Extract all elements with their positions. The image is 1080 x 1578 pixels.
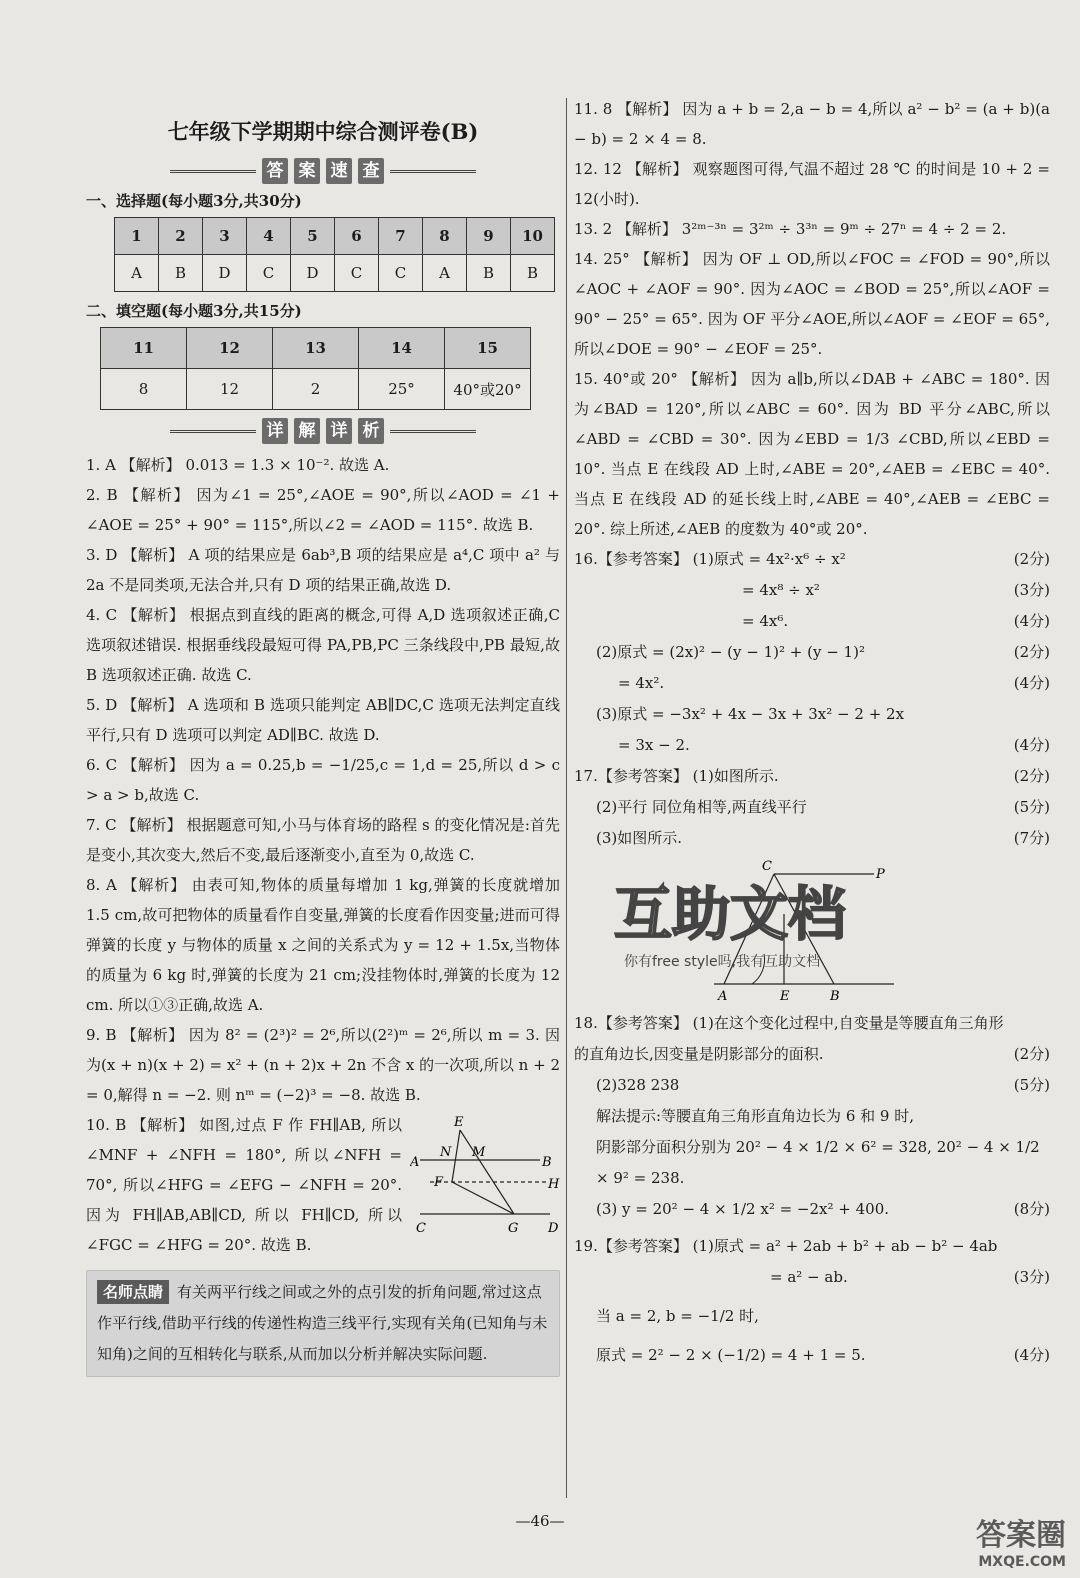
explanation-10: 10. B 【解析】 如图,过点 F 作 FH∥AB, 所以∠MNF + ∠NFH = 180°, 所以∠NFH = 70°, 所以∠HFG = ∠EFG − ∠NFH = 20°. 因为 FH∥AB,AB∥CD, 所以 FH∥CD, 所以∠FGC = ∠HFG = 20°. 故选 B. [86, 1116, 402, 1254]
question-number-cell: 15 [445, 328, 531, 369]
answer-text: = 4x⁶. [742, 612, 789, 630]
fig10-label: E [454, 1115, 464, 1130]
score: (2分) [1013, 1045, 1050, 1063]
answer-18 [574, 1008, 1050, 1225]
left-explanations [86, 450, 560, 1260]
answer-cell: C [247, 255, 291, 292]
banner-char: 查 [358, 158, 384, 184]
corner-watermark [976, 1510, 1066, 1570]
question-number-cell: 13 [273, 328, 359, 369]
teacher-tip-box [86, 1270, 560, 1377]
answer-cell: A [115, 255, 159, 292]
answer-quick-check-banner [86, 158, 560, 184]
explanation-8: 8. A 【解析】 由表可知,物体的质量每增加 1 kg,弹簧的长度就增加 1.5 cm,故可把物体的质量看作自变量,弹簧的长度看作因变量;进而可得弹簧的长度 y 与物体的质量 x 之间的关系式为 y = 12 + 1.5x,当物体的质量为 6 kg 时,弹簧的长度为 21 cm;没挂物体时,弹簧的长度为 12 cm. 所以①③正确,故选 A. [86, 876, 560, 1014]
score: (4分) [1013, 674, 1050, 692]
answer-text: 16.【参考答案】 (1)原式 = 4x²·x⁶ ÷ x² [574, 550, 846, 568]
score: (2分) [1013, 767, 1050, 785]
score: (7分) [1013, 829, 1050, 847]
question-number-cell: 6 [335, 218, 379, 255]
teacher-tip-text: 有关两平行线之间或之外的点引发的折角问题,常过这点作平行线,借助平行线的传递性构造三线平行,实现有关角(已知角与未知角)之间的互相转化与联系,从而加以分析并解决实际问题. [97, 1283, 548, 1363]
question-number-cell: 8 [423, 218, 467, 255]
left-column [86, 94, 560, 1377]
fig17-label: C [762, 859, 772, 874]
watermark-subtitle: 你有free style吗,我有互助文档 [624, 954, 821, 970]
answer-text: 原式 = 2² − 2 × (−1/2) = 4 + 1 = 5. [596, 1346, 866, 1364]
column-divider [566, 98, 567, 1498]
banner-char: 答 [262, 158, 288, 184]
score: (4分) [1013, 1346, 1050, 1364]
answer-17 [574, 761, 1050, 854]
answer-text: 当 a = 2, b = −1/2 时, [596, 1307, 759, 1325]
answer-cell: B [511, 255, 555, 292]
answer-text: (3)如图所示. [596, 829, 683, 847]
fig10-label: G [508, 1221, 519, 1236]
choice-answer-table [114, 217, 555, 292]
answer-text: 18.【参考答案】 (1)在这个变化过程中,自变量是等腰直角三角形的直角边长,因变量是阴影部分的面积. [574, 1014, 1004, 1063]
explanation-13: 13. 2 【解析】 3²ᵐ⁻³ⁿ = 3²ᵐ ÷ 3³ⁿ = 9ᵐ ÷ 27ⁿ = 4 ÷ 2 = 2. [574, 220, 1007, 238]
score: (4分) [1013, 736, 1050, 754]
score: (5分) [1013, 1076, 1050, 1094]
fig17-label: P [876, 867, 885, 882]
answer-16 [574, 544, 1050, 761]
answer-cell: 8 [101, 369, 187, 410]
question-number-cell: 9 [467, 218, 511, 255]
section-fill-heading: 二、填空题(每小题3分,共15分) [86, 302, 302, 320]
score: (8分) [1013, 1200, 1050, 1218]
fill-answer-table [100, 327, 531, 410]
answer-cell: D [291, 255, 335, 292]
explanation-14: 14. 25° 【解析】 因为 OF ⊥ OD,所以∠FOC = ∠FOD = 90°,所以∠AOC + ∠AOF = 90°. 因为∠AOC = ∠BOD = 25°,所以∠AOF = 90° − 25° = 65°. 因为 OF 平分∠AOE,所以∠AOF = ∠EOF = 65°,所以∠DOE = 90° − ∠EOF = 25°. [574, 250, 1050, 358]
fig10-label: C [416, 1221, 426, 1236]
corner-watermark-text: 答案圈 [976, 1518, 1066, 1553]
question-number-cell: 7 [379, 218, 423, 255]
banner-char: 解 [294, 418, 320, 444]
answer-cell: D [203, 255, 247, 292]
detailed-explanation-banner [86, 418, 560, 444]
explanation-7: 7. C 【解析】 根据题意可知,小马与体育场的路程 s 的变化情况是:首先是变小,其次变大,然后不变,最后逐渐变小,直至为 0,故选 C. [86, 816, 560, 864]
banner-char: 案 [294, 158, 320, 184]
answer-cell: C [379, 255, 423, 292]
fig17-label: E [780, 989, 790, 1004]
answer-text: = 3x − 2. [618, 736, 690, 754]
answer-cell: B [159, 255, 203, 292]
fig10-label: B [542, 1155, 552, 1170]
answer-text: (2)328 238 [596, 1076, 680, 1094]
corner-watermark-url: MXQE.COM [978, 1554, 1066, 1570]
answer-19 [574, 1231, 1050, 1371]
score: (4分) [1013, 612, 1050, 630]
answer-text: = a² − ab. [770, 1268, 848, 1286]
answer-text: (2)平行 同位角相等,两直线平行 [596, 798, 807, 816]
banner-char: 析 [358, 418, 384, 444]
page-title: 七年级下学期期中综合测评卷(B) [167, 119, 479, 144]
question-number-cell: 12 [187, 328, 273, 369]
explanation-4: 4. C 【解析】 根据点到直线的距离的概念,可得 A,D 选项叙述正确,C 选项叙述错误. 根据垂线段最短可得 PA,PB,PC 三条线段中,PB 最短,故 B 选项叙述正确. 故选 C. [86, 606, 560, 684]
answer-text: (3) y = 20² − 4 × 1/2 x² = −2x² + 400. [596, 1200, 890, 1218]
right-column [574, 94, 1050, 1371]
answer-text: 解法提示:等腰直角三角形直角边长为 6 和 9 时, [596, 1107, 914, 1125]
explanation-3: 3. D 【解析】 A 项的结果应是 6ab³,B 项的结果应是 a⁴,C 项中 a² 与 2a 不是同类项,无法合并,只有 D 项的结果正确,故选 D. [86, 546, 560, 594]
score: (2分) [1013, 643, 1050, 661]
question-number-cell: 11 [101, 328, 187, 369]
banner-char: 详 [262, 418, 288, 444]
score: (2分) [1013, 550, 1050, 568]
score: (5分) [1013, 798, 1050, 816]
answer-text: 17.【参考答案】 (1)如图所示. [574, 767, 779, 785]
answer-text: 阴影部分面积分别为 20² − 4 × 1/2 × 6² = 328, 20² − 4 × 1/2 × 9² = 238. [596, 1138, 1040, 1187]
fig17-label: B [830, 989, 840, 1004]
answer-cell: 2 [273, 369, 359, 410]
question-number-cell: 2 [159, 218, 203, 255]
answer-cell: 12 [187, 369, 273, 410]
answer-cell: B [467, 255, 511, 292]
score: (3分) [1013, 1268, 1050, 1286]
question-number-cell: 1 [115, 218, 159, 255]
banner-char: 速 [326, 158, 352, 184]
explanation-2: 2. B 【解析】 因为∠1 = 25°,∠AOE = 90°,所以∠AOD = ∠1 + ∠AOE = 25° + 90° = 115°,所以∠2 = ∠AOD = 115°. 故选 B. [86, 486, 560, 534]
answer-cell: 25° [359, 369, 445, 410]
question-number-cell: 4 [247, 218, 291, 255]
question-number-cell: 3 [203, 218, 247, 255]
figure-17 [574, 854, 1050, 1004]
fig10-label: N [440, 1145, 452, 1160]
fig10-label: M [472, 1145, 486, 1160]
answer-text: (2)原式 = (2x)² − (y − 1)² + (y − 1)² [596, 643, 865, 661]
answer-text: (3)原式 = −3x² + 4x − 3x + 3x² − 2 + 2x [596, 705, 905, 723]
fig10-label: H [548, 1177, 560, 1192]
explanation-5: 5. D 【解析】 A 选项和 B 选项只能判定 AB∥DC,C 选项无法判定直线平行,只有 D 选项可以判定 AD∥BC. 故选 D. [86, 696, 560, 744]
teacher-tip-label: 名师点睛 [97, 1280, 169, 1304]
section-choice-heading: 一、选择题(每小题3分,共30分) [86, 192, 302, 210]
explanation-1: 1. A 【解析】 0.013 = 1.3 × 10⁻². 故选 A. [86, 456, 390, 474]
banner-char: 详 [326, 418, 352, 444]
watermark-logo: 互助文档 [614, 880, 847, 948]
question-number-cell: 5 [291, 218, 335, 255]
answer-cell: 40°或20° [445, 369, 531, 410]
explanation-9: 9. B 【解析】 因为 8² = (2³)² = 2⁶,所以(2²)ᵐ = 2⁶,所以 m = 3. 因为(x + n)(x + 2) = x² + (n + 2)x + 2n 不含 x 的一次项,所以 n + 2 = 0,解得 n = −2. 则 nᵐ = (−2)³ = −8. 故选 B. [86, 1026, 560, 1104]
fig17-label: A [718, 989, 728, 1004]
fig10-label: D [548, 1221, 559, 1236]
answer-text: = 4x². [618, 674, 665, 692]
fig10-label: A [410, 1155, 420, 1170]
explanation-6: 6. C 【解析】 因为 a = 0.25,b = −1/25,c = 1,d = 25,所以 d > c > a > b,故选 C. [86, 756, 560, 804]
answer-cell: C [335, 255, 379, 292]
fig10-label: F [434, 1175, 444, 1190]
figure-10 [410, 1110, 560, 1240]
question-number-cell: 14 [359, 328, 445, 369]
answer-text: = 4x⁸ ÷ x² [742, 581, 820, 599]
answer-line [574, 544, 1050, 575]
score: (3分) [1013, 581, 1050, 599]
question-number-cell: 10 [511, 218, 555, 255]
page-number: —46— [515, 1512, 565, 1530]
answer-cell: A [423, 255, 467, 292]
answer-text: 19.【参考答案】 (1)原式 = a² + 2ab + b² + ab − b² − 4ab [574, 1237, 998, 1255]
explanation-12: 12. 12 【解析】 观察题图可得,气温不超过 28 ℃ 的时间是 10 + 2 = 12(小时). [574, 160, 1050, 208]
explanation-15: 15. 40°或 20° 【解析】 因为 a∥b,所以∠DAB + ∠ABC = 180°. 因为∠BAD = 120°,所以∠ABC = 60°. 因为 BD 平分∠ABC,所以∠ABD = ∠CBD = 30°. 因为∠EBD = 1/3 ∠CBD,所以∠EBD = 10°. 当点 E 在线段 AD 上时,∠ABE = 20°,∠AEB = ∠EBC = 40°. 当点 E 在线段 AD 的延长线上时,∠ABE = 40°,∠AEB = ∠EBC = 20°. 综上所述,∠AEB 的度数为 40°或 20°. [574, 370, 1050, 538]
explanation-11: 11. 8 【解析】 因为 a + b = 2,a − b = 4,所以 a² − b² = (a + b)(a − b) = 2 × 4 = 8. [574, 100, 1050, 148]
